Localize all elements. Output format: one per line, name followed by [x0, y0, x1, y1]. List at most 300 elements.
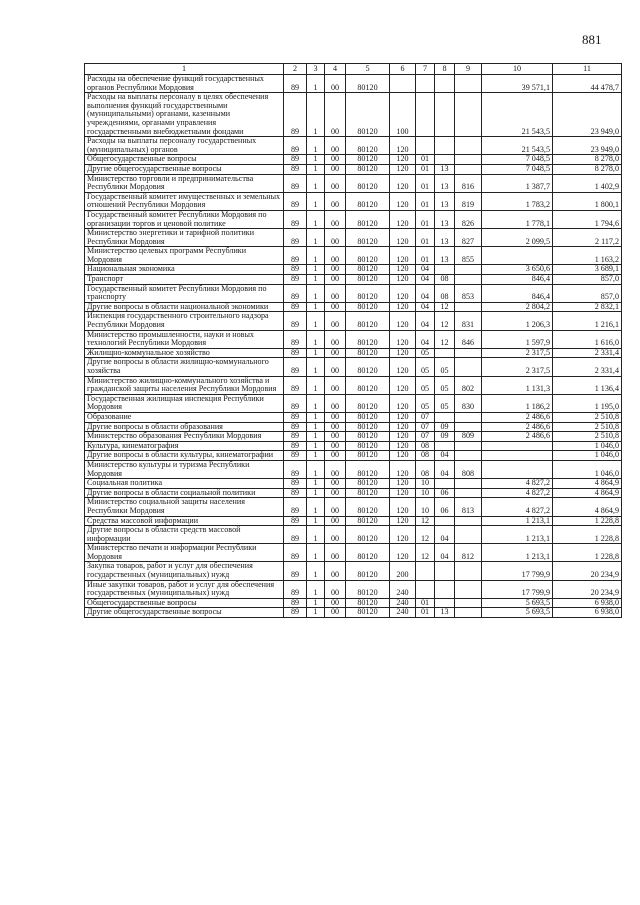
code-subprogram: 00	[325, 75, 346, 93]
row-label: Закупка товаров, работ и услуг для обеспечения государственных (муниципальных) нужд	[85, 562, 284, 580]
row-label: Другие общегосударственные вопросы	[85, 608, 284, 618]
code-subprogram: 00	[325, 312, 346, 330]
code-section: 12	[416, 544, 435, 562]
code-expense-type: 120	[390, 302, 416, 312]
code-subsection	[435, 412, 455, 422]
code-direction: 80120	[346, 210, 390, 228]
code-subprogram: 00	[325, 330, 346, 348]
row-label: Государственный комитет имущественных и земельных отношений Республики Мордовия	[85, 192, 284, 210]
code-expense-type: 240	[390, 580, 416, 598]
code-subprogram: 00	[325, 460, 346, 478]
code-ministry: 89	[284, 137, 307, 155]
code-subprogram: 00	[325, 348, 346, 358]
page-number: 881	[582, 32, 602, 47]
row-label: Образование	[85, 412, 284, 422]
table-row	[85, 376, 622, 394]
code-department	[455, 164, 482, 174]
code-expense-type: 120	[390, 348, 416, 358]
code-direction: 80120	[346, 312, 390, 330]
code-department	[455, 451, 482, 461]
header-cell: 4	[325, 64, 346, 75]
code-program: 1	[307, 137, 325, 155]
code-ministry: 89	[284, 302, 307, 312]
amount-year-2: 1 616,0	[553, 330, 622, 348]
code-direction: 80120	[346, 174, 390, 192]
code-subsection: 06	[435, 488, 455, 498]
table-row	[85, 330, 622, 348]
code-expense-type: 120	[390, 498, 416, 516]
code-expense-type: 200	[390, 562, 416, 580]
amount-year-1: 21 543,5	[482, 137, 553, 155]
code-section: 01	[416, 608, 435, 618]
code-direction: 80120	[346, 432, 390, 442]
code-subprogram: 00	[325, 137, 346, 155]
code-program: 1	[307, 164, 325, 174]
code-department	[455, 516, 482, 526]
code-direction: 80120	[346, 265, 390, 275]
code-expense-type: 120	[390, 516, 416, 526]
code-subsection	[435, 562, 455, 580]
amount-year-1: 3 650,6	[482, 265, 553, 275]
code-department	[455, 422, 482, 432]
code-subprogram: 00	[325, 422, 346, 432]
table-row	[85, 479, 622, 489]
code-ministry: 89	[284, 164, 307, 174]
code-direction: 80120	[346, 394, 390, 412]
code-subsection	[435, 580, 455, 598]
code-ministry: 89	[284, 544, 307, 562]
code-department: 855	[455, 247, 482, 265]
code-subprogram: 00	[325, 580, 346, 598]
code-subprogram: 00	[325, 376, 346, 394]
code-ministry: 89	[284, 412, 307, 422]
row-label: Другие вопросы в области образования	[85, 422, 284, 432]
code-direction: 80120	[346, 451, 390, 461]
code-direction: 80120	[346, 275, 390, 285]
table-row	[85, 516, 622, 526]
amount-year-1: 17 799,9	[482, 562, 553, 580]
code-department	[455, 479, 482, 489]
amount-year-1: 2 317,5	[482, 348, 553, 358]
code-program: 1	[307, 358, 325, 376]
code-department	[455, 302, 482, 312]
code-direction: 80120	[346, 580, 390, 598]
amount-year-2: 1 216,1	[553, 312, 622, 330]
code-section: 01	[416, 229, 435, 247]
code-program: 1	[307, 422, 325, 432]
code-subprogram: 00	[325, 229, 346, 247]
code-ministry: 89	[284, 479, 307, 489]
code-section: 01	[416, 247, 435, 265]
code-expense-type: 120	[390, 488, 416, 498]
code-ministry: 89	[284, 441, 307, 451]
header-cell: 1	[85, 64, 284, 75]
code-subsection: 08	[435, 284, 455, 302]
code-section: 05	[416, 348, 435, 358]
table-row	[85, 608, 622, 618]
row-label: Расходы на выплаты персоналу в целях обеспечения выполнения функций государственными (муниципальными) органами, казенными учреждениями, органами управления государственными внебюджетными фондами	[85, 93, 284, 137]
amount-year-2: 44 478,7	[553, 75, 622, 93]
row-label: Другие общегосударственные вопросы	[85, 164, 284, 174]
amount-year-2: 8 278,0	[553, 164, 622, 174]
code-subsection: 09	[435, 432, 455, 442]
code-direction: 80120	[346, 422, 390, 432]
code-subsection	[435, 93, 455, 137]
amount-year-2: 23 949,0	[553, 137, 622, 155]
code-ministry: 89	[284, 174, 307, 192]
code-ministry: 89	[284, 422, 307, 432]
table-row	[85, 265, 622, 275]
code-subprogram: 00	[325, 358, 346, 376]
amount-year-2: 4 864,9	[553, 488, 622, 498]
code-ministry: 89	[284, 75, 307, 93]
code-expense-type: 120	[390, 229, 416, 247]
code-department: 809	[455, 432, 482, 442]
code-section: 01	[416, 192, 435, 210]
code-department: 826	[455, 210, 482, 228]
code-section: 01	[416, 210, 435, 228]
header-cell: 5	[346, 64, 390, 75]
code-ministry: 89	[284, 598, 307, 608]
code-section	[416, 75, 435, 93]
row-label: Национальная экономика	[85, 265, 284, 275]
code-section: 07	[416, 432, 435, 442]
row-label: Государственная жилищная инспекция Республики Мордовия	[85, 394, 284, 412]
table-row	[85, 155, 622, 165]
amount-year-2: 1 046,0	[553, 460, 622, 478]
code-expense-type	[390, 75, 416, 93]
code-subprogram: 00	[325, 526, 346, 544]
table-row	[85, 302, 622, 312]
code-direction: 80120	[346, 229, 390, 247]
code-subsection	[435, 516, 455, 526]
code-subsection	[435, 137, 455, 155]
code-subprogram: 00	[325, 479, 346, 489]
code-program: 1	[307, 210, 325, 228]
table-row	[85, 192, 622, 210]
amount-year-1	[482, 247, 553, 265]
code-subsection: 13	[435, 210, 455, 228]
amount-year-2: 23 949,0	[553, 93, 622, 137]
amount-year-2: 2 117,2	[553, 229, 622, 247]
amount-year-1: 2 317,5	[482, 358, 553, 376]
code-subsection: 13	[435, 174, 455, 192]
code-expense-type: 120	[390, 394, 416, 412]
row-label: Министерство социальной защиты населения Республики Мордовия	[85, 498, 284, 516]
row-label: Другие вопросы в области социальной политики	[85, 488, 284, 498]
code-ministry: 89	[284, 330, 307, 348]
code-ministry: 89	[284, 394, 307, 412]
code-direction: 80120	[346, 164, 390, 174]
amount-year-1: 2 099,5	[482, 229, 553, 247]
amount-year-2: 3 689,1	[553, 265, 622, 275]
amount-year-2: 857,0	[553, 275, 622, 285]
code-department: 813	[455, 498, 482, 516]
code-direction: 80120	[346, 155, 390, 165]
table-row	[85, 498, 622, 516]
code-direction: 80120	[346, 598, 390, 608]
code-direction: 80120	[346, 479, 390, 489]
code-ministry: 89	[284, 608, 307, 618]
code-department	[455, 348, 482, 358]
code-program: 1	[307, 460, 325, 478]
code-program: 1	[307, 348, 325, 358]
row-label: Министерство торговли и предпринимательства Республики Мордовия	[85, 174, 284, 192]
code-direction: 80120	[346, 75, 390, 93]
code-subsection: 13	[435, 192, 455, 210]
code-subprogram: 00	[325, 608, 346, 618]
code-program: 1	[307, 498, 325, 516]
row-label: Инспекция государственного строительного надзора Республики Мордовия	[85, 312, 284, 330]
code-subsection: 08	[435, 275, 455, 285]
code-program: 1	[307, 155, 325, 165]
row-label: Другие вопросы в области жилищно-коммунального хозяйства	[85, 358, 284, 376]
code-department	[455, 275, 482, 285]
code-ministry: 89	[284, 460, 307, 478]
code-subsection: 13	[435, 164, 455, 174]
code-department: 819	[455, 192, 482, 210]
code-direction: 80120	[346, 137, 390, 155]
code-direction: 80120	[346, 562, 390, 580]
amount-year-1: 1 387,7	[482, 174, 553, 192]
code-subsection	[435, 441, 455, 451]
amount-year-2: 2 510,8	[553, 422, 622, 432]
code-subprogram: 00	[325, 93, 346, 137]
code-subprogram: 00	[325, 598, 346, 608]
amount-year-1: 846,4	[482, 275, 553, 285]
code-subprogram: 00	[325, 284, 346, 302]
code-section	[416, 93, 435, 137]
code-direction: 80120	[346, 412, 390, 422]
row-label: Средства массовой информации	[85, 516, 284, 526]
code-program: 1	[307, 479, 325, 489]
code-subprogram: 00	[325, 432, 346, 442]
amount-year-2: 20 234,9	[553, 562, 622, 580]
code-ministry: 89	[284, 432, 307, 442]
code-program: 1	[307, 432, 325, 442]
amount-year-2: 6 938,0	[553, 608, 622, 618]
code-expense-type: 100	[390, 93, 416, 137]
code-section: 01	[416, 164, 435, 174]
table-row	[85, 562, 622, 580]
code-department	[455, 608, 482, 618]
code-direction: 80120	[346, 358, 390, 376]
row-label: Социальная политика	[85, 479, 284, 489]
table-row	[85, 394, 622, 412]
code-ministry: 89	[284, 580, 307, 598]
amount-year-1: 5 693,5	[482, 598, 553, 608]
code-section	[416, 580, 435, 598]
code-subprogram: 00	[325, 488, 346, 498]
code-subsection: 12	[435, 302, 455, 312]
code-program: 1	[307, 174, 325, 192]
code-expense-type: 120	[390, 284, 416, 302]
table-row	[85, 174, 622, 192]
code-program: 1	[307, 441, 325, 451]
code-subprogram: 00	[325, 155, 346, 165]
table-row	[85, 451, 622, 461]
code-subprogram: 00	[325, 247, 346, 265]
code-expense-type: 120	[390, 312, 416, 330]
code-ministry: 89	[284, 275, 307, 285]
code-subsection: 12	[435, 312, 455, 330]
table-row	[85, 210, 622, 228]
amount-year-1: 2 486,6	[482, 432, 553, 442]
row-label: Другие вопросы в области культуры, кинематографии	[85, 451, 284, 461]
amount-year-1: 2 486,6	[482, 422, 553, 432]
amount-year-2: 8 278,0	[553, 155, 622, 165]
amount-year-1: 17 799,9	[482, 580, 553, 598]
row-label: Общегосударственные вопросы	[85, 155, 284, 165]
code-ministry: 89	[284, 526, 307, 544]
code-subprogram: 00	[325, 192, 346, 210]
amount-year-1: 5 693,5	[482, 608, 553, 618]
amount-year-1: 7 048,5	[482, 164, 553, 174]
table-row	[85, 247, 622, 265]
table-row	[85, 432, 622, 442]
row-label: Другие вопросы в области средств массовой информации	[85, 526, 284, 544]
amount-year-2: 20 234,9	[553, 580, 622, 598]
code-section: 05	[416, 394, 435, 412]
code-expense-type: 120	[390, 275, 416, 285]
code-direction: 80120	[346, 460, 390, 478]
code-section: 04	[416, 275, 435, 285]
code-direction: 80120	[346, 302, 390, 312]
table-row	[85, 137, 622, 155]
code-expense-type: 120	[390, 174, 416, 192]
code-ministry: 89	[284, 498, 307, 516]
amount-year-2: 2 331,4	[553, 358, 622, 376]
code-section: 04	[416, 284, 435, 302]
table-row	[85, 75, 622, 93]
amount-year-2: 1 402,9	[553, 174, 622, 192]
code-ministry: 89	[284, 562, 307, 580]
amount-year-2: 6 938,0	[553, 598, 622, 608]
header-cell: 8	[435, 64, 455, 75]
amount-year-1	[482, 451, 553, 461]
code-program: 1	[307, 265, 325, 275]
code-subsection: 04	[435, 460, 455, 478]
code-expense-type: 120	[390, 265, 416, 275]
row-label: Государственный комитет Республики Мордовия по транспорту	[85, 284, 284, 302]
code-subsection: 09	[435, 422, 455, 432]
header-cell: 9	[455, 64, 482, 75]
code-section: 04	[416, 330, 435, 348]
code-ministry: 89	[284, 348, 307, 358]
table-row	[85, 544, 622, 562]
row-label: Транспорт	[85, 275, 284, 285]
code-direction: 80120	[346, 516, 390, 526]
code-program: 1	[307, 229, 325, 247]
code-expense-type: 120	[390, 412, 416, 422]
code-section: 08	[416, 451, 435, 461]
amount-year-2: 1 794,6	[553, 210, 622, 228]
code-section: 05	[416, 376, 435, 394]
code-subsection	[435, 265, 455, 275]
code-direction: 80120	[346, 247, 390, 265]
code-program: 1	[307, 302, 325, 312]
code-department	[455, 580, 482, 598]
code-department: 827	[455, 229, 482, 247]
code-subprogram: 00	[325, 394, 346, 412]
amount-year-1: 1 186,2	[482, 394, 553, 412]
row-label: Общегосударственные вопросы	[85, 598, 284, 608]
code-section: 07	[416, 422, 435, 432]
code-section: 10	[416, 479, 435, 489]
row-label: Министерство целевых программ Республики Мордовия	[85, 247, 284, 265]
code-program: 1	[307, 526, 325, 544]
code-ministry: 89	[284, 93, 307, 137]
code-direction: 80120	[346, 376, 390, 394]
code-program: 1	[307, 608, 325, 618]
code-subsection	[435, 75, 455, 93]
code-department	[455, 526, 482, 544]
code-program: 1	[307, 247, 325, 265]
code-program: 1	[307, 598, 325, 608]
amount-year-1: 1 783,2	[482, 192, 553, 210]
row-label: Жилищно-коммунальное хозяйство	[85, 348, 284, 358]
code-expense-type: 120	[390, 247, 416, 265]
code-ministry: 89	[284, 488, 307, 498]
code-section: 10	[416, 488, 435, 498]
code-section: 01	[416, 598, 435, 608]
code-subsection	[435, 479, 455, 489]
code-subprogram: 00	[325, 275, 346, 285]
code-direction: 80120	[346, 192, 390, 210]
table-row	[85, 229, 622, 247]
code-section: 08	[416, 460, 435, 478]
code-program: 1	[307, 275, 325, 285]
code-department: 853	[455, 284, 482, 302]
code-subprogram: 00	[325, 210, 346, 228]
code-subsection: 12	[435, 330, 455, 348]
code-subprogram: 00	[325, 174, 346, 192]
code-subsection: 04	[435, 526, 455, 544]
code-department: 802	[455, 376, 482, 394]
code-expense-type: 120	[390, 330, 416, 348]
code-department	[455, 598, 482, 608]
code-section: 07	[416, 412, 435, 422]
amount-year-1: 1 206,3	[482, 312, 553, 330]
header-cell: 10	[482, 64, 553, 75]
amount-year-2: 1 800,1	[553, 192, 622, 210]
code-subsection	[435, 598, 455, 608]
code-direction: 80120	[346, 330, 390, 348]
code-subprogram: 00	[325, 562, 346, 580]
code-expense-type: 120	[390, 422, 416, 432]
code-expense-type: 120	[390, 210, 416, 228]
code-ministry: 89	[284, 229, 307, 247]
header-cell: 6	[390, 64, 416, 75]
code-section: 04	[416, 302, 435, 312]
amount-year-2: 1 228,8	[553, 516, 622, 526]
table-row	[85, 312, 622, 330]
amount-year-2: 2 510,8	[553, 412, 622, 422]
amount-year-1: 846,4	[482, 284, 553, 302]
row-label: Другие вопросы в области национальной экономики	[85, 302, 284, 312]
code-department	[455, 137, 482, 155]
code-department	[455, 562, 482, 580]
code-ministry: 89	[284, 155, 307, 165]
table-row	[85, 284, 622, 302]
code-department: 846	[455, 330, 482, 348]
table-row	[85, 275, 622, 285]
code-ministry: 89	[284, 516, 307, 526]
code-section: 05	[416, 358, 435, 376]
code-subprogram: 00	[325, 412, 346, 422]
amount-year-1: 4 827,2	[482, 479, 553, 489]
table-row	[85, 93, 622, 137]
